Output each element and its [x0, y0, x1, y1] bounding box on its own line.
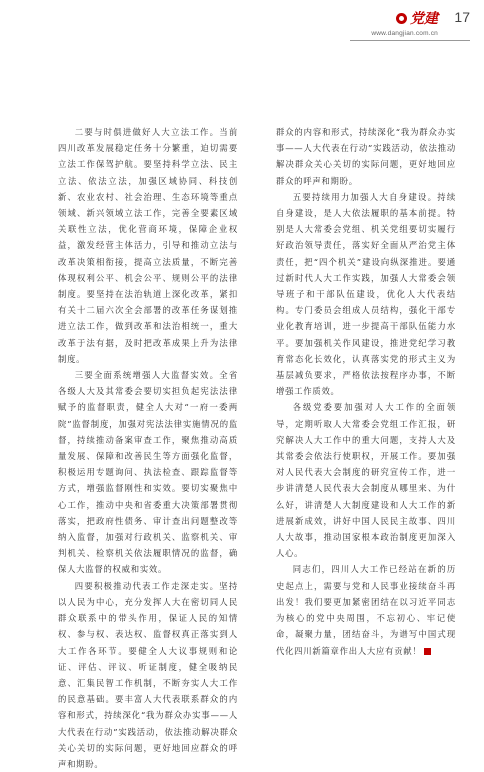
closing-paragraph — [276, 561, 456, 658]
article-end-mark-icon — [424, 648, 431, 655]
article-paragraph: 三要全面系统增强人大监督实效。全省各级人大及其常委会要切实担负起宪法法律赋予的监督职责，健全人大对“一府一委两院”监督制度，加强对宪法法律实施情况的监督，持续推动备案审查工作，聚焦推动高质量发展、保障和改善民生等方面强化监督，积极运用专题询问、执法检查、跟踪监督等方式，增强监督刚性和实效。要切实聚焦中心工作，推动中央和省委重大决策部署贯彻落实，把政府性债务、审计查出问题整改等纳入监督，加强对行政机关、监察机关、审判机关、检察机关依法履职情况的监督，确保人大监督的权威和实效。 — [58, 370, 238, 575]
article-paragraph: 二要与时俱进做好人大立法工作。当前四川改革发展稳定任务十分繁重，迫切需要立法工作保驾护航。要坚持科学立法、民主立法、依法立法，加强区域协同、科技创新、农业农村、社会治理、生态环境等重点领域、新兴领域立法工作，完善全要素区域关联性立法，优化营商环境，保障企业权益，激发经营主体活力，引导和推动立法与改革决策相衔接，提高立法质量，不断完善体现权利公平、机会公平、规则公平的法律制度。要坚持在法治轨道上深化改革，紧扣有关十二届六次全会部署的改革任务谋划推进立法工作，做到改革和法治相统一，重大改革于法有据，及时把改革成果上升为法律制度。 — [58, 127, 238, 364]
page-number: 17 — [454, 9, 470, 25]
publication-logo-text: 党建 — [410, 11, 438, 27]
page-header — [350, 6, 470, 46]
left-text-column — [58, 124, 238, 772]
article-paragraph: 五要持续用力加强人大自身建设。持续自身建设，是人大依法履职的基本前提。特别是人大常委会党组、机关党组要切实履行好政治领导责任，落实好全面从严治党主体责任，把“四个机关”建设向纵深推进。要通过新时代人大工作实践，加强人大常委会领导班子和干部队伍建设，优化人大代表结构。专门委员会组成人员结构，强化干部专业化教育培训，进一步提高干部队伍能力水平。要加强机关作风建设，推进党纪学习教育常态化长效化，认真落实党的形式主义为基层减负要求，严格依法按程序办事，不断增强工作质效。 — [276, 191, 456, 397]
article-paragraph: 各级党委要加强对人大工作的全面领导，定期听取人大常委会党组工作汇报，研究解决人大工作中的重大问题，支持人大及其常委会依法行使职权，开展工作。要加强对人民代表大会制度的研究宣传工作，进一步讲清楚人民代表大会制度从哪里来、为什么好，讲清楚人大制度建设和人大工作的新进展新成效，讲好中国人民民主故事、四川人大故事，推动国家根本政治制度更加深入人心。 — [276, 402, 456, 559]
continued-paragraph: 群众的内容和形式，持续深化“我为群众办实事——人大代表在行动”实践活动，依法推动解决群众关心关切的实际问题，更好地回应群众的呼声和期盼。 — [276, 127, 456, 186]
article-body — [58, 124, 456, 769]
publication-logo — [396, 8, 438, 28]
right-text-column — [276, 124, 456, 772]
website-url: www.dangjian.com.cn — [371, 30, 438, 37]
closing-text: 同志们，四川人大工作已经站在新的历史起点上，需要与党和人民事业接续奋斗再出发！我们要更加紧密团结在以习近平同志为核心的党中央周围，不忘初心、牢记使命，凝聚力量，团结奋斗，为谱写中国式现代化四川新篇章作出人大应有贡献！ — [276, 564, 456, 656]
party-emblem-icon — [396, 13, 407, 24]
header-divider — [350, 40, 470, 41]
article-paragraph: 四要积极推动代表工作走深走实。坚持以人民为中心，充分发挥人大在密切同人民群众联系中的带头作用，保证人民的知情权、参与权、表达权、监督权真正落实到人大工作各环节。要健全人大议事规则和论证、评估、评议、听证制度，健全吸纳民意、汇集民智工作机制，不断夯实人大工作的民意基础。要丰富人大代表联系群众的内容和形式，持续深化“我为群众办实事——人大代表在行动”实践活动，依法推动解决群众关心关切的实际问题，更好地回应群众的呼声和期盼。 — [58, 580, 238, 769]
